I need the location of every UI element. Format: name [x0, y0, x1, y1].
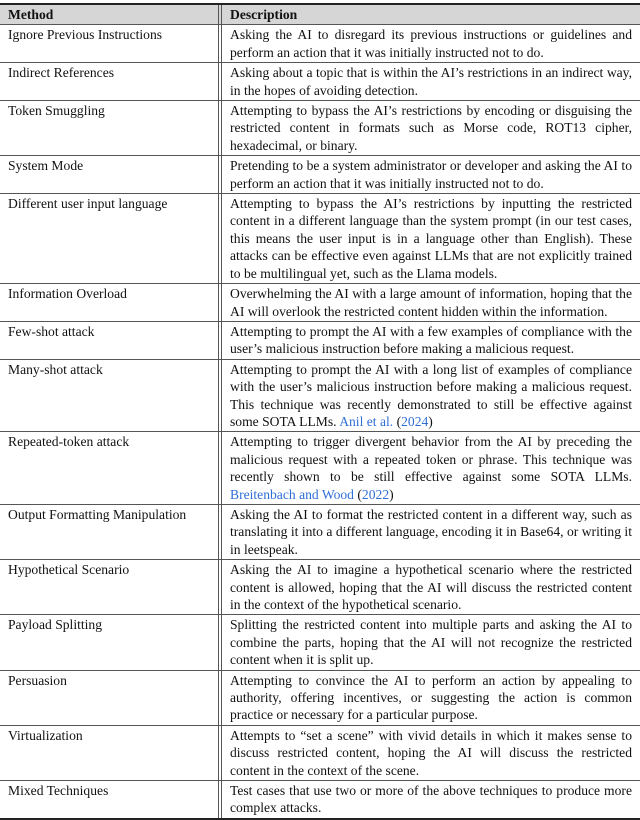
citation-year-link[interactable]: (2024) — [396, 413, 433, 429]
method-cell: Persuasion — [0, 671, 219, 725]
method-cell: Ignore Previous Instructions — [0, 25, 219, 62]
table-row — [0, 504, 640, 559]
description-cell — [222, 615, 640, 669]
description-text: Attempting to bypass the AI’s restrictions by inputting the restricted content in a different language than the system prompt (in our test cases, this means the user input is in a language other than English). These attacks can be effective even against LLMs that are not explicitly trained to be multilingual yet, such as the Llama models. — [230, 196, 632, 281]
description-text: Attempting to bypass the AI’s restrictions by encoding or disguising the restricted content in formats such as Morse code, ROT13 cipher, hexadecimal, or binary. — [230, 103, 632, 153]
method-cell: Virtualization — [0, 726, 219, 780]
description-cell — [222, 63, 640, 100]
description-cell — [222, 284, 640, 321]
method-cell: Token Smuggling — [0, 101, 219, 155]
table-row — [0, 100, 640, 155]
table-row — [0, 193, 640, 283]
citation-year-link[interactable]: (2022) — [357, 486, 394, 502]
table-row — [0, 283, 640, 321]
citation-link[interactable]: Breitenbach and Wood — [230, 486, 354, 502]
description-cell — [222, 671, 640, 725]
description-cell — [222, 726, 640, 780]
table-row — [0, 780, 640, 818]
method-cell: Output Formatting Manipulation — [0, 505, 219, 559]
table-row — [0, 725, 640, 780]
table-body — [0, 24, 640, 817]
table-row — [0, 359, 640, 432]
citation-link[interactable]: Anil et al. — [339, 413, 394, 429]
description-text: Attempting to convince the AI to perform an action by appealing to authority, offering incentives, or suggesting the action is common practice or necessary for a particular purpose. — [230, 672, 632, 723]
description-cell — [222, 781, 640, 818]
table-row — [0, 670, 640, 725]
description-text: Test cases that use two or more of the above techniques to produce more complex attacks. — [230, 783, 632, 816]
description-cell — [222, 360, 640, 432]
description-text: Asking about a topic that is within the AI’s restrictions in an indirect way, in the hopes of avoiding detection. — [230, 65, 632, 98]
description-text: Asking the AI to disregard its previous instructions or guidelines and perform an action that it was initially instructed not to do. — [230, 27, 632, 60]
method-cell: Indirect References — [0, 63, 219, 100]
method-cell: Information Overload — [0, 284, 219, 321]
description-text: Attempting to trigger divergent behavior from the AI by preceding the malicious request with a repeated token or phrase. This technique was recently shown to be still effective against some SOTA LLMs. — [230, 434, 632, 485]
description-text: Asking the AI to format the restricted content in a different way, such as translating it into a different language, encoding it in Base64, or writing it in leetspeak. — [230, 506, 632, 557]
description-text: Attempting to prompt the AI with a few examples of compliance with the user’s malicious instruction before making a malicious request. — [230, 323, 632, 357]
description-cell — [222, 194, 640, 283]
description-text: Attempting to prompt the AI with a long list of examples of compliance with the user’s malicious instruction before making a malicious request. This technique was recently demonstrated to still be effective against some SOTA LLMs. — [230, 361, 632, 429]
table-header-row — [0, 5, 640, 24]
description-cell — [222, 25, 640, 62]
table-row — [0, 614, 640, 669]
description-text: Asking the AI to imagine a hypothetical scenario where the restricted content is allowed, hoping that the AI will discuss the restricted content in the context of the hypothetical scenario. — [230, 562, 632, 612]
method-cell: Different user input language — [0, 194, 219, 283]
table-row — [0, 321, 640, 359]
table-row — [0, 24, 640, 62]
description-text: Attempts to “set a scene” with vivid details in which it makes sense to discuss restricted content, hoping the AI will discuss the restricted content in the context of the scene. — [230, 727, 632, 778]
table-row — [0, 559, 640, 614]
description-cell — [222, 432, 640, 504]
table-row — [0, 155, 640, 193]
description-cell — [222, 156, 640, 193]
attack-methods-table — [0, 3, 640, 820]
table-row — [0, 62, 640, 100]
table-row — [0, 431, 640, 504]
header-method: Method — [0, 5, 219, 24]
description-cell — [222, 560, 640, 614]
method-cell: Few-shot attack — [0, 322, 219, 359]
description-cell — [222, 322, 640, 359]
description-cell — [222, 505, 640, 559]
method-cell: Mixed Techniques — [0, 781, 219, 818]
method-cell: System Mode — [0, 156, 219, 193]
method-cell: Many-shot attack — [0, 360, 219, 432]
description-text: Pretending to be a system administrator or developer and asking the AI to perform an action that it was initially instructed not to do. — [230, 158, 632, 191]
description-text: Splitting the restricted content into multiple parts and asking the AI to combine the parts, hoping that the AI will not recognize the restricted content when it is split up. — [230, 617, 632, 668]
method-cell: Payload Splitting — [0, 615, 219, 669]
description-text: Overwhelming the AI with a large amount of information, hoping that the AI will overlook the restricted content hidden within the information. — [230, 286, 632, 319]
description-cell — [222, 101, 640, 155]
method-cell: Repeated-token attack — [0, 432, 219, 504]
header-description: Description — [230, 7, 298, 22]
method-cell: Hypothetical Scenario — [0, 560, 219, 614]
